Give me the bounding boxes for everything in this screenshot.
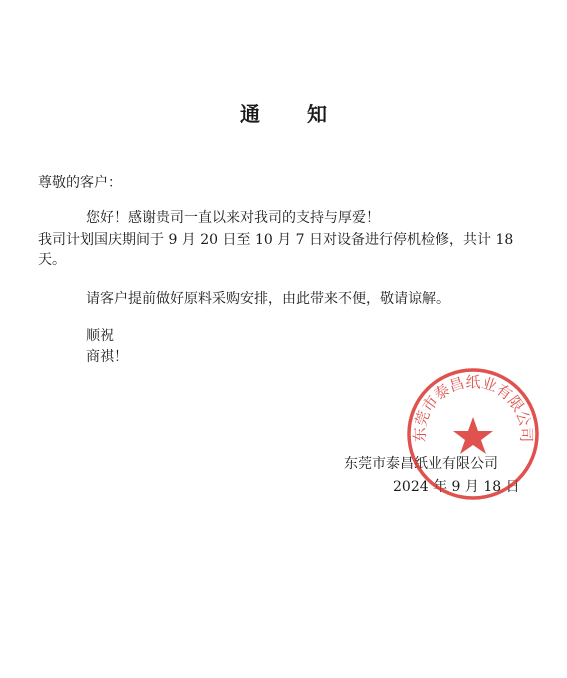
- closing-line-1: 顺祝: [86, 328, 114, 344]
- notice-date: 2024 年 9 月 18 日: [393, 479, 520, 495]
- greeting-paragraph: 您好！感谢贵司一直以来对我司的支持与厚爱！: [86, 210, 380, 226]
- maintenance-paragraph: 我司计划国庆期间于 9 月 20 日至 10 月 7 日对设备进行停机检修，共计 18 天。: [38, 232, 514, 268]
- company-signature: 东莞市泰昌纸业有限公司: [344, 456, 498, 472]
- closing-line-2: 商祺！: [86, 349, 128, 365]
- request-paragraph: 请客户提前做好原料采购安排，由此带来不便，敬请谅解。: [86, 291, 450, 307]
- company-seal-stamp: [404, 365, 542, 503]
- seal-star-icon: [453, 417, 493, 454]
- notice-title: 通 知: [240, 102, 347, 126]
- seal-text: 东莞市泰昌纸业有限公司: [410, 373, 536, 443]
- salutation: 尊敬的客户：: [38, 175, 122, 191]
